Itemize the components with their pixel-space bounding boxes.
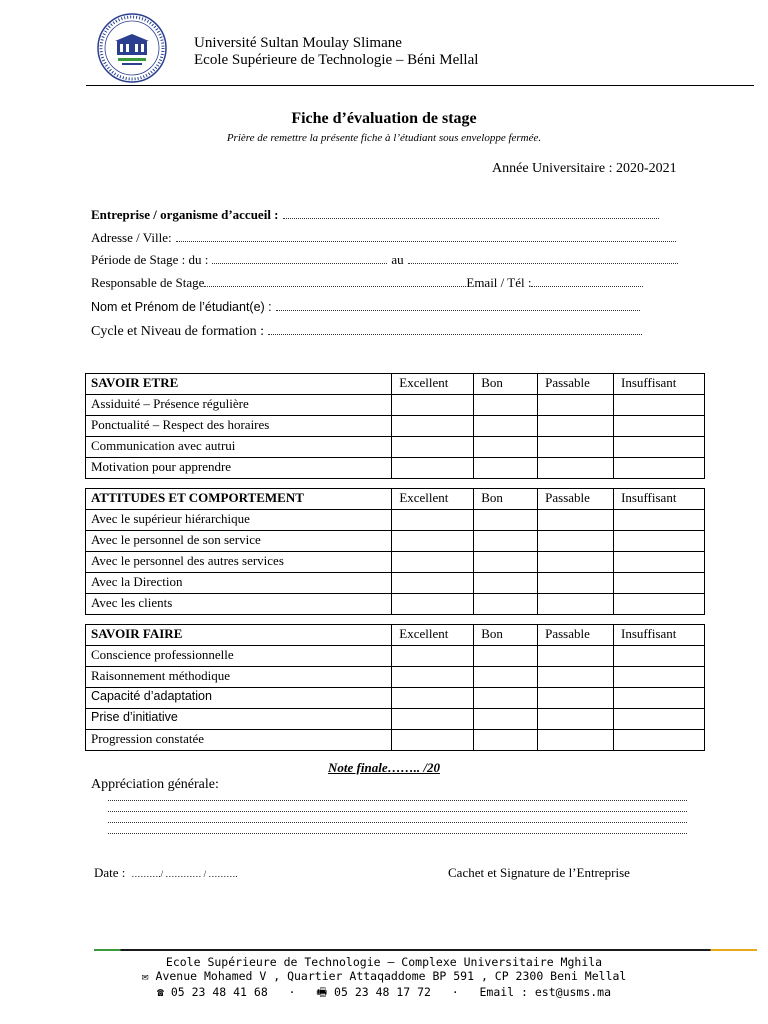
table-row bbox=[86, 709, 705, 730]
rating-cell[interactable] bbox=[538, 531, 614, 552]
rating-cell[interactable] bbox=[614, 594, 705, 615]
rating-header: Passable bbox=[538, 489, 614, 510]
cycle-field bbox=[91, 324, 642, 340]
criterion-label: Avec le personnel des autres services bbox=[86, 552, 392, 573]
rating-header: Excellent bbox=[392, 374, 474, 395]
rating-header: Bon bbox=[474, 489, 538, 510]
rating-cell[interactable] bbox=[474, 688, 538, 709]
criterion-label: Progression constatée bbox=[86, 730, 392, 751]
table-title: SAVOIR FAIRE bbox=[86, 625, 392, 646]
rating-cell[interactable] bbox=[614, 646, 705, 667]
rating-cell[interactable] bbox=[474, 416, 538, 437]
table-row bbox=[86, 667, 705, 688]
cycle-label: Cycle et Niveau de formation : bbox=[91, 324, 264, 339]
table-row bbox=[86, 688, 705, 709]
rating-cell[interactable] bbox=[392, 437, 474, 458]
date-input[interactable]: ………./ ………… / ………. bbox=[131, 869, 238, 879]
company-field bbox=[91, 207, 659, 223]
rating-cell[interactable] bbox=[392, 395, 474, 416]
company-label: Entreprise / organisme d’accueil : bbox=[91, 207, 279, 222]
rating-cell[interactable] bbox=[614, 531, 705, 552]
rating-cell[interactable] bbox=[474, 730, 538, 751]
rating-header: Insuffisant bbox=[614, 625, 705, 646]
rating-header: Insuffisant bbox=[614, 374, 705, 395]
form-title: Fiche d’évaluation de stage bbox=[291, 110, 477, 127]
period-from-input[interactable] bbox=[212, 254, 387, 264]
footer-address-text: Avenue Mohamed V , Quartier Attaqaddome BP 591 , CP 2300 Beni Mellal bbox=[155, 969, 627, 983]
criterion-label: Ponctualité – Respect des horaires bbox=[86, 416, 392, 437]
student-label: Nom et Prénom de l’étudiant(e) : bbox=[91, 300, 272, 314]
rating-cell[interactable] bbox=[538, 458, 614, 479]
rating-cell[interactable] bbox=[614, 395, 705, 416]
table-row bbox=[86, 510, 705, 531]
table-row bbox=[86, 730, 705, 751]
rating-cell[interactable] bbox=[392, 458, 474, 479]
rating-header: Bon bbox=[474, 625, 538, 646]
rating-header: Passable bbox=[538, 625, 614, 646]
address-input[interactable] bbox=[176, 232, 676, 242]
footer-line-1: Ecole Supérieure de Technologie – Complexe Universitaire Mghila bbox=[165, 955, 603, 969]
table-row bbox=[86, 573, 705, 594]
footer-email: Email : est@usms.ma bbox=[479, 985, 612, 999]
rating-cell[interactable] bbox=[538, 552, 614, 573]
school-name: Ecole Supérieure de Technologie – Béni Mellal bbox=[194, 52, 479, 68]
attitudes-table bbox=[85, 488, 705, 615]
rating-header: Excellent bbox=[392, 489, 474, 510]
school-logo bbox=[96, 12, 168, 84]
rating-cell[interactable] bbox=[392, 552, 474, 573]
rating-cell[interactable] bbox=[614, 573, 705, 594]
rating-cell[interactable] bbox=[392, 730, 474, 751]
appreciation-line[interactable] bbox=[108, 833, 687, 834]
criterion-label: Raisonnement méthodique bbox=[86, 667, 392, 688]
form-subtitle: Prière de remettre la présente fiche à l’étudiant sous enveloppe fermée. bbox=[226, 132, 542, 144]
phone-icon: ☎ bbox=[156, 985, 164, 999]
rating-cell[interactable] bbox=[474, 667, 538, 688]
period-to-label: au bbox=[391, 252, 404, 267]
table-row bbox=[86, 646, 705, 667]
address-field bbox=[91, 230, 676, 246]
rating-header: Bon bbox=[474, 374, 538, 395]
student-input[interactable] bbox=[276, 301, 640, 311]
appreciation-line[interactable] bbox=[108, 800, 687, 801]
final-note: Note finale…….. /20 bbox=[328, 760, 440, 775]
footer-phone: 05 23 48 41 68 bbox=[170, 985, 268, 999]
rating-cell[interactable] bbox=[474, 510, 538, 531]
table-header-row bbox=[86, 489, 705, 510]
rating-cell[interactable] bbox=[538, 594, 614, 615]
rating-cell[interactable] bbox=[474, 573, 538, 594]
criterion-label: Motivation pour apprendre bbox=[86, 458, 392, 479]
rating-cell[interactable] bbox=[392, 531, 474, 552]
rating-cell[interactable] bbox=[538, 667, 614, 688]
table-header-row bbox=[86, 374, 705, 395]
company-input[interactable] bbox=[283, 209, 659, 219]
table-title: ATTITUDES ET COMPORTEMENT bbox=[86, 489, 392, 510]
table-row bbox=[86, 416, 705, 437]
manager-input[interactable] bbox=[204, 277, 466, 287]
table-title: SAVOIR ETRE bbox=[86, 374, 392, 395]
email-input[interactable] bbox=[531, 277, 643, 287]
rating-cell[interactable] bbox=[474, 531, 538, 552]
table-row bbox=[86, 552, 705, 573]
table-row bbox=[86, 437, 705, 458]
rating-cell[interactable] bbox=[614, 709, 705, 730]
footer-fax: 05 23 48 17 72 bbox=[334, 985, 431, 999]
criterion-label: Assiduité – Présence régulière bbox=[86, 395, 392, 416]
rating-cell[interactable] bbox=[538, 688, 614, 709]
header-divider bbox=[86, 85, 754, 86]
criterion-label: Conscience professionnelle bbox=[86, 646, 392, 667]
student-field bbox=[91, 300, 640, 314]
rating-cell[interactable] bbox=[474, 395, 538, 416]
rating-cell[interactable] bbox=[392, 688, 474, 709]
table-row bbox=[86, 395, 705, 416]
manager-label: Responsable de Stage bbox=[91, 275, 205, 290]
table-header-row bbox=[86, 625, 705, 646]
address-label: Adresse / Ville: bbox=[91, 230, 172, 245]
rating-cell[interactable] bbox=[614, 688, 705, 709]
rating-cell[interactable] bbox=[538, 395, 614, 416]
rating-cell[interactable] bbox=[392, 709, 474, 730]
period-to-input[interactable] bbox=[408, 254, 678, 264]
rating-cell[interactable] bbox=[392, 416, 474, 437]
rating-cell[interactable] bbox=[538, 646, 614, 667]
rating-cell[interactable] bbox=[392, 594, 474, 615]
university-name: Université Sultan Moulay Slimane bbox=[194, 35, 402, 51]
email-label: Email / Tél : bbox=[466, 275, 532, 290]
criterion-label: Communication avec autrui bbox=[86, 437, 392, 458]
rating-cell[interactable] bbox=[614, 730, 705, 751]
rating-cell[interactable] bbox=[614, 416, 705, 437]
appreciation-line[interactable] bbox=[108, 822, 687, 823]
table-row bbox=[86, 594, 705, 615]
footer-address bbox=[0, 969, 768, 983]
rating-cell[interactable] bbox=[392, 646, 474, 667]
separator-dot: · bbox=[437, 985, 473, 999]
rating-cell[interactable] bbox=[474, 646, 538, 667]
footer-contacts bbox=[0, 985, 768, 999]
rating-cell[interactable] bbox=[392, 667, 474, 688]
rating-cell[interactable] bbox=[538, 510, 614, 531]
criterion-label: Avec les clients bbox=[86, 594, 392, 615]
rating-cell[interactable] bbox=[474, 709, 538, 730]
envelope-icon: ✉ bbox=[141, 969, 149, 983]
rating-cell[interactable] bbox=[538, 573, 614, 594]
rating-cell[interactable] bbox=[614, 510, 705, 531]
savoir-etre-table bbox=[85, 373, 705, 479]
period-field bbox=[91, 252, 678, 268]
rating-header: Insuffisant bbox=[614, 489, 705, 510]
signature-label: Cachet et Signature de l’Entreprise bbox=[448, 865, 630, 880]
date-label: Date : bbox=[94, 865, 126, 880]
cycle-input[interactable] bbox=[268, 325, 642, 335]
criterion-label: Avec la Direction bbox=[86, 573, 392, 594]
criterion-label: Prise d’initiative bbox=[86, 709, 392, 730]
rating-cell[interactable] bbox=[614, 437, 705, 458]
footer-divider bbox=[94, 949, 757, 951]
rating-cell[interactable] bbox=[392, 510, 474, 531]
criterion-label: Capacité d’adaptation bbox=[86, 688, 392, 709]
rating-cell[interactable] bbox=[392, 573, 474, 594]
rating-cell[interactable] bbox=[538, 416, 614, 437]
fax-icon: 🖷 bbox=[316, 985, 328, 999]
rating-cell[interactable] bbox=[474, 437, 538, 458]
rating-cell[interactable] bbox=[614, 458, 705, 479]
rating-cell[interactable] bbox=[474, 552, 538, 573]
academic-year: Année Universitaire : 2020-2021 bbox=[492, 161, 677, 176]
rating-cell[interactable] bbox=[614, 667, 705, 688]
table-row bbox=[86, 531, 705, 552]
rating-header: Passable bbox=[538, 374, 614, 395]
separator-dot: · bbox=[274, 985, 310, 999]
period-label: Période de Stage : du : bbox=[91, 252, 209, 267]
rating-cell[interactable] bbox=[474, 594, 538, 615]
rating-cell[interactable] bbox=[538, 730, 614, 751]
appreciation-line[interactable] bbox=[108, 811, 687, 812]
appreciation-label: Appréciation générale: bbox=[91, 777, 219, 792]
rating-cell[interactable] bbox=[474, 458, 538, 479]
rating-cell[interactable] bbox=[538, 709, 614, 730]
rating-cell[interactable] bbox=[538, 437, 614, 458]
rating-cell[interactable] bbox=[614, 552, 705, 573]
date-field bbox=[94, 865, 238, 881]
manager-field bbox=[91, 275, 643, 291]
criterion-label: Avec le supérieur hiérarchique bbox=[86, 510, 392, 531]
table-row bbox=[86, 458, 705, 479]
rating-header: Excellent bbox=[392, 625, 474, 646]
criterion-label: Avec le personnel de son service bbox=[86, 531, 392, 552]
savoir-faire-table bbox=[85, 624, 705, 751]
